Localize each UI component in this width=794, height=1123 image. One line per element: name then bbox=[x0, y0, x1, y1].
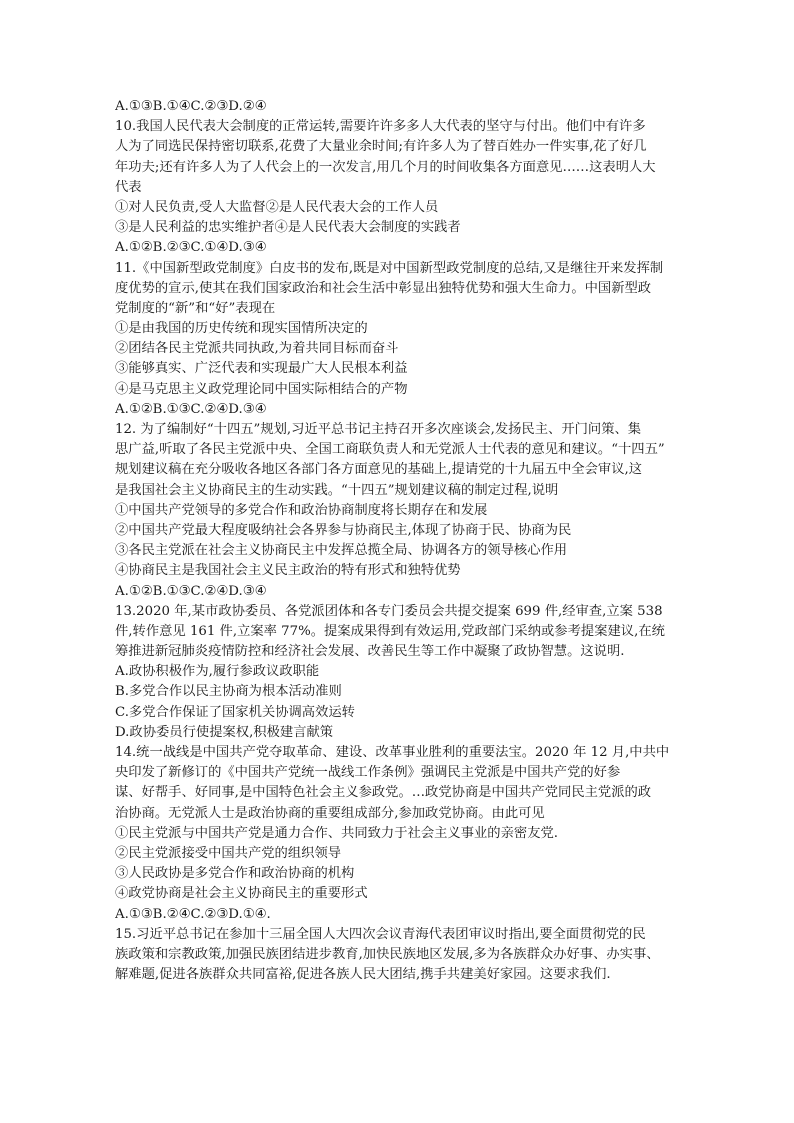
q12-stem-line: 是我国社会主义协商民主的生动实践。“十四五”规划建议稿的制定过程,说明 bbox=[115, 482, 559, 498]
q12-stem-line: 规划建议稿在充分吸收各地区各部门各方面意见的基础上,提请党的十九届五中全会审议,这 bbox=[115, 462, 643, 478]
q13-stem-line: 件,转作意见 161 件,立案率 77%。提案成果得到有效运用,党政部门采纳或参考提案建议,在统 bbox=[115, 623, 665, 639]
q10-options: A.①②B.②③C.①④D.③④ bbox=[115, 240, 267, 256]
q10-stem-line: 人为了同选民保持密切联系,花费了大量业余时间;有许多人为了替百姓办一件实事,花了好几 bbox=[115, 139, 647, 155]
q14-statement: ②民主党派接受中国共产党的组织领导 bbox=[115, 845, 342, 861]
q12-statement: ③各民主党派在社会主义协商民主中发挥总揽全局、协调各方的领导核心作用 bbox=[115, 543, 568, 559]
q12-stem-line: 12. 为了编制好“十四五”规划,习近平总书记主持召开多次座谈会,发扬民主、开门问策、集 bbox=[115, 422, 642, 437]
q13-option-b: B.多党合作以民主协商为根本活动准则 bbox=[115, 684, 342, 700]
q13-option-d: D.政协委员行使提案权,积极建言献策 bbox=[115, 724, 334, 740]
q11-statement: ④是马克思主义政党理论同中国实际相结合的产物 bbox=[115, 381, 408, 397]
q9-options: A.①③B.①④C.②③D.②④ bbox=[115, 99, 267, 114]
q10-stem-line: 年功夫;还有许多人为了人代会上的一次发言,用几个月的时间收集各方面意见……这表明人大 bbox=[115, 159, 656, 175]
q13-stem-line: 筹推进新冠肺炎疫情防控和经济社会发展、改善民生等工作中凝聚了政协智慧。这说明. bbox=[115, 644, 625, 660]
q14-statement: ③人民政协是多党合作和政治协商的机构 bbox=[115, 866, 355, 882]
q15-stem-line: 族政策和宗教政策,加强民族团结进步教育,加快民族地区发展,多为各族群众办好事、办实事、 bbox=[115, 946, 660, 962]
q11-stem-line: 度优势的宣示,使其在我们国家政治和社会生活中彰显出独特优势和强大生命力。中国新型政 bbox=[115, 280, 652, 296]
q13-option-a: A.政协积极作为,履行参政议政职能 bbox=[115, 664, 320, 680]
q11-statement: ②团结各民主党派共同执政,为着共同目标而奋斗 bbox=[115, 341, 399, 357]
q14-options: A.①③B.②④C.②③D.①④. bbox=[115, 906, 271, 922]
q14-stem-line: 谋、好帮手、好同事,是中国特色社会主义参政党。…政党协商是中国共产党同民主党派的政 bbox=[115, 785, 652, 801]
q11-stem-line: 党制度的“新”和“好”表现在 bbox=[115, 300, 276, 316]
q15-stem-line: 解难题,促进各族群众共同富裕,促进各族人民大团结,携手共建美好家园。这要求我们. bbox=[115, 967, 611, 983]
q12-statement: ④协商民主是我国社会主义民主政治的特有形式和独特优势 bbox=[115, 563, 461, 579]
q13-stem-line: 13.2020 年,某市政协委员、各党派团体和各专门委员会共提交提案 699 件,经审查,立案 538 bbox=[115, 603, 663, 619]
q14-stem-line: 14.统一战线是中国共产党夺取革命、建设、改革事业胜利的重要法宝。2020 年 12 月,中共中 bbox=[115, 745, 670, 760]
q15-stem-line: 15.习近平总书记在参加十三届全国人大四次会议青海代表团审议时指出,要全面贯彻党的民 bbox=[115, 926, 646, 942]
q13-option-c: C.多党合作保证了国家机关协调高效运转 bbox=[115, 704, 355, 720]
q14-statement: ①民主党派与中国共产党是通力合作、共同致力于社会主义事业的亲密友党. bbox=[115, 825, 559, 841]
q12-options: A.①②B.①③C.②④D.③④ bbox=[115, 583, 267, 599]
q10-statement: ①对人民负责,受人大监督②是人民代表大会的工作人员 bbox=[115, 199, 439, 215]
q14-stem-line: 治协商。无党派人士是政治协商的重要组成部分,参加政党协商。由此可见 bbox=[115, 805, 545, 821]
q14-statement: ④政党协商是社会主义协商民主的重要形式 bbox=[115, 886, 368, 902]
q11-statement: ③能够真实、广泛代表和实现最广大人民根本利益 bbox=[115, 361, 408, 377]
q11-options: A.①②B.①③C.②④D.③④ bbox=[115, 401, 267, 417]
q10-stem-line: 10.我国人民代表大会制度的正常运转,需要许许多多人大代表的坚守与付出。他们中有许多 bbox=[115, 119, 646, 135]
q14-stem-line: 央印发了新修订的《中国共产党统一战线工作条例》强调民主党派是中国共产党的好参 bbox=[115, 765, 621, 781]
exam-page bbox=[115, 97, 690, 985]
q12-stem-line: 思广益,听取了各民主党派中央、全国工商联负责人和无党派人士代表的意见和建议。“十四五” bbox=[115, 442, 665, 458]
q11-stem-line: 11.《中国新型政党制度》白皮书的发布,既是对中国新型政党制度的总结,又是继往开来发挥制 bbox=[115, 260, 664, 276]
q10-statement: ③是人民利益的忠实维护者④是人民代表大会制度的实践者 bbox=[115, 220, 461, 236]
q11-statement: ①是由我国的历史传统和现实国情所决定的 bbox=[115, 321, 368, 337]
q10-stem-line: 代表 bbox=[115, 179, 142, 195]
q12-statement: ②中国共产党最大程度吸纳社会各界参与协商民主,体现了协商于民、协商为民 bbox=[115, 522, 572, 538]
q12-statement: ①中国共产党领导的多党合作和政治协商制度将长期存在和发展 bbox=[115, 502, 488, 518]
